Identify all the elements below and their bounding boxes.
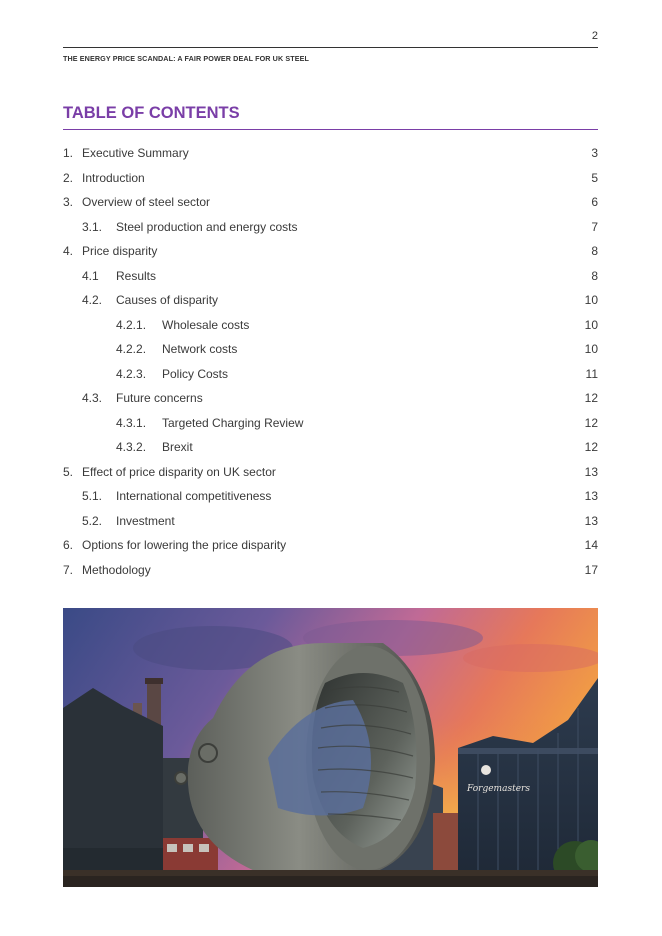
toc-entry-number: 1.: [63, 146, 74, 160]
toc-entry-label: Effect of price disparity on UK sector: [82, 464, 276, 479]
toc-entry-options[interactable]: [63, 533, 598, 558]
toc-entry-page: 13: [584, 464, 598, 479]
toc-entry-competitiveness[interactable]: [63, 484, 598, 509]
toc-entry-page: 3: [591, 146, 598, 160]
toc-entry-label: Brexit: [162, 440, 193, 454]
toc-entry-page: 11: [585, 366, 598, 381]
toc-entry-policy[interactable]: [63, 362, 598, 387]
toc-entry-number: 4.3.: [82, 391, 103, 405]
toc-entry-number: 4.2.1.: [116, 317, 147, 332]
toc-entry-label: Wholesale costs: [162, 317, 250, 332]
toc-entry-label: Executive Summary: [82, 146, 189, 160]
toc-entry-number: 4.: [63, 244, 74, 258]
toc-entry-effect[interactable]: [63, 460, 598, 485]
toc-entry-executive-summary[interactable]: [63, 141, 598, 166]
toc-entry-number: 4.2.: [82, 293, 103, 307]
toc-entry-network[interactable]: [63, 337, 598, 362]
toc-list: [63, 141, 598, 582]
toc-entry-number: 4.3.1.: [116, 415, 147, 430]
toc-entry-number: 4.2.3.: [116, 366, 147, 381]
toc-entry-label: International competitiveness: [116, 489, 272, 503]
toc-title: TABLE OF CONTENTS: [63, 104, 598, 130]
toc-entry-price-disparity[interactable]: [63, 239, 598, 264]
building-sign: Forgemasters: [467, 784, 530, 794]
toc-entry-label: Network costs: [162, 342, 238, 356]
toc-entry-number: 5.2.: [82, 513, 103, 528]
toc-entry-page: 12: [584, 415, 598, 430]
toc-entry-number: 6.: [63, 538, 74, 552]
toc-entry-page: 10: [584, 342, 598, 356]
toc-entry-page: 10: [584, 317, 598, 332]
toc-entry-page: 6: [591, 195, 598, 209]
steelworks-photo: [63, 608, 598, 887]
toc-entry-label: Methodology: [82, 562, 151, 577]
toc-entry-number: 5.: [63, 464, 74, 479]
toc-entry-page: 13: [584, 489, 598, 503]
toc-entry-label: Investment: [116, 513, 175, 528]
toc-entry-page: 7: [591, 219, 598, 234]
toc-entry-label: Policy Costs: [162, 366, 229, 381]
toc-entry-number: 3.: [63, 195, 74, 209]
toc-entry-number: 3.1.: [82, 219, 103, 234]
toc-entry-number: 4.2.2.: [116, 342, 147, 356]
toc-entry-page: 14: [584, 538, 598, 552]
toc-entry-label: Steel production and energy costs: [116, 219, 298, 234]
toc-entry-causes[interactable]: [63, 288, 598, 313]
toc-entry-number: 5.1.: [82, 489, 103, 503]
toc-entry-targeted-charging[interactable]: [63, 411, 598, 436]
toc-entry-label: Results: [116, 268, 157, 283]
toc-entry-steel-production[interactable]: [63, 215, 598, 240]
toc-entry-label: Future concerns: [116, 391, 203, 405]
toc-entry-wholesale[interactable]: [63, 313, 598, 338]
toc-entry-number: 2.: [63, 170, 74, 185]
toc-entry-page: 12: [584, 440, 598, 454]
toc-entry-overview[interactable]: [63, 190, 598, 215]
toc-entry-page: 13: [584, 513, 598, 528]
toc-entry-number: 7.: [63, 562, 74, 577]
running-header: THE ENERGY PRICE SCANDAL: A FAIR POWER DEAL FOR UK STEEL: [63, 47, 598, 63]
toc-entry-number: 4.3.2.: [116, 440, 147, 454]
toc-entry-introduction[interactable]: [63, 166, 598, 191]
toc-entry-investment[interactable]: [63, 509, 598, 534]
toc-entry-results[interactable]: [63, 264, 598, 289]
toc-entry-label: Options for lowering the price disparity: [82, 538, 287, 552]
toc-entry-page: 12: [584, 391, 598, 405]
toc-entry-label: Overview of steel sector: [82, 195, 211, 209]
toc-entry-page: 8: [591, 268, 598, 283]
toc-entry-label: Introduction: [82, 170, 145, 185]
toc-entry-label: Causes of disparity: [116, 293, 219, 307]
page-number: 2: [591, 30, 598, 42]
toc-entry-label: Price disparity: [82, 244, 158, 258]
toc-entry-label: Targeted Charging Review: [162, 415, 304, 430]
toc-entry-page: 8: [591, 244, 598, 258]
toc-entry-page: 5: [591, 170, 598, 185]
toc-entry-page: 17: [584, 562, 598, 577]
toc-entry-brexit[interactable]: [63, 435, 598, 460]
toc-entry-future[interactable]: [63, 386, 598, 411]
toc-entry-page: 10: [584, 293, 598, 307]
toc-entry-methodology[interactable]: [63, 558, 598, 583]
toc-entry-number: 4.1: [82, 268, 99, 283]
